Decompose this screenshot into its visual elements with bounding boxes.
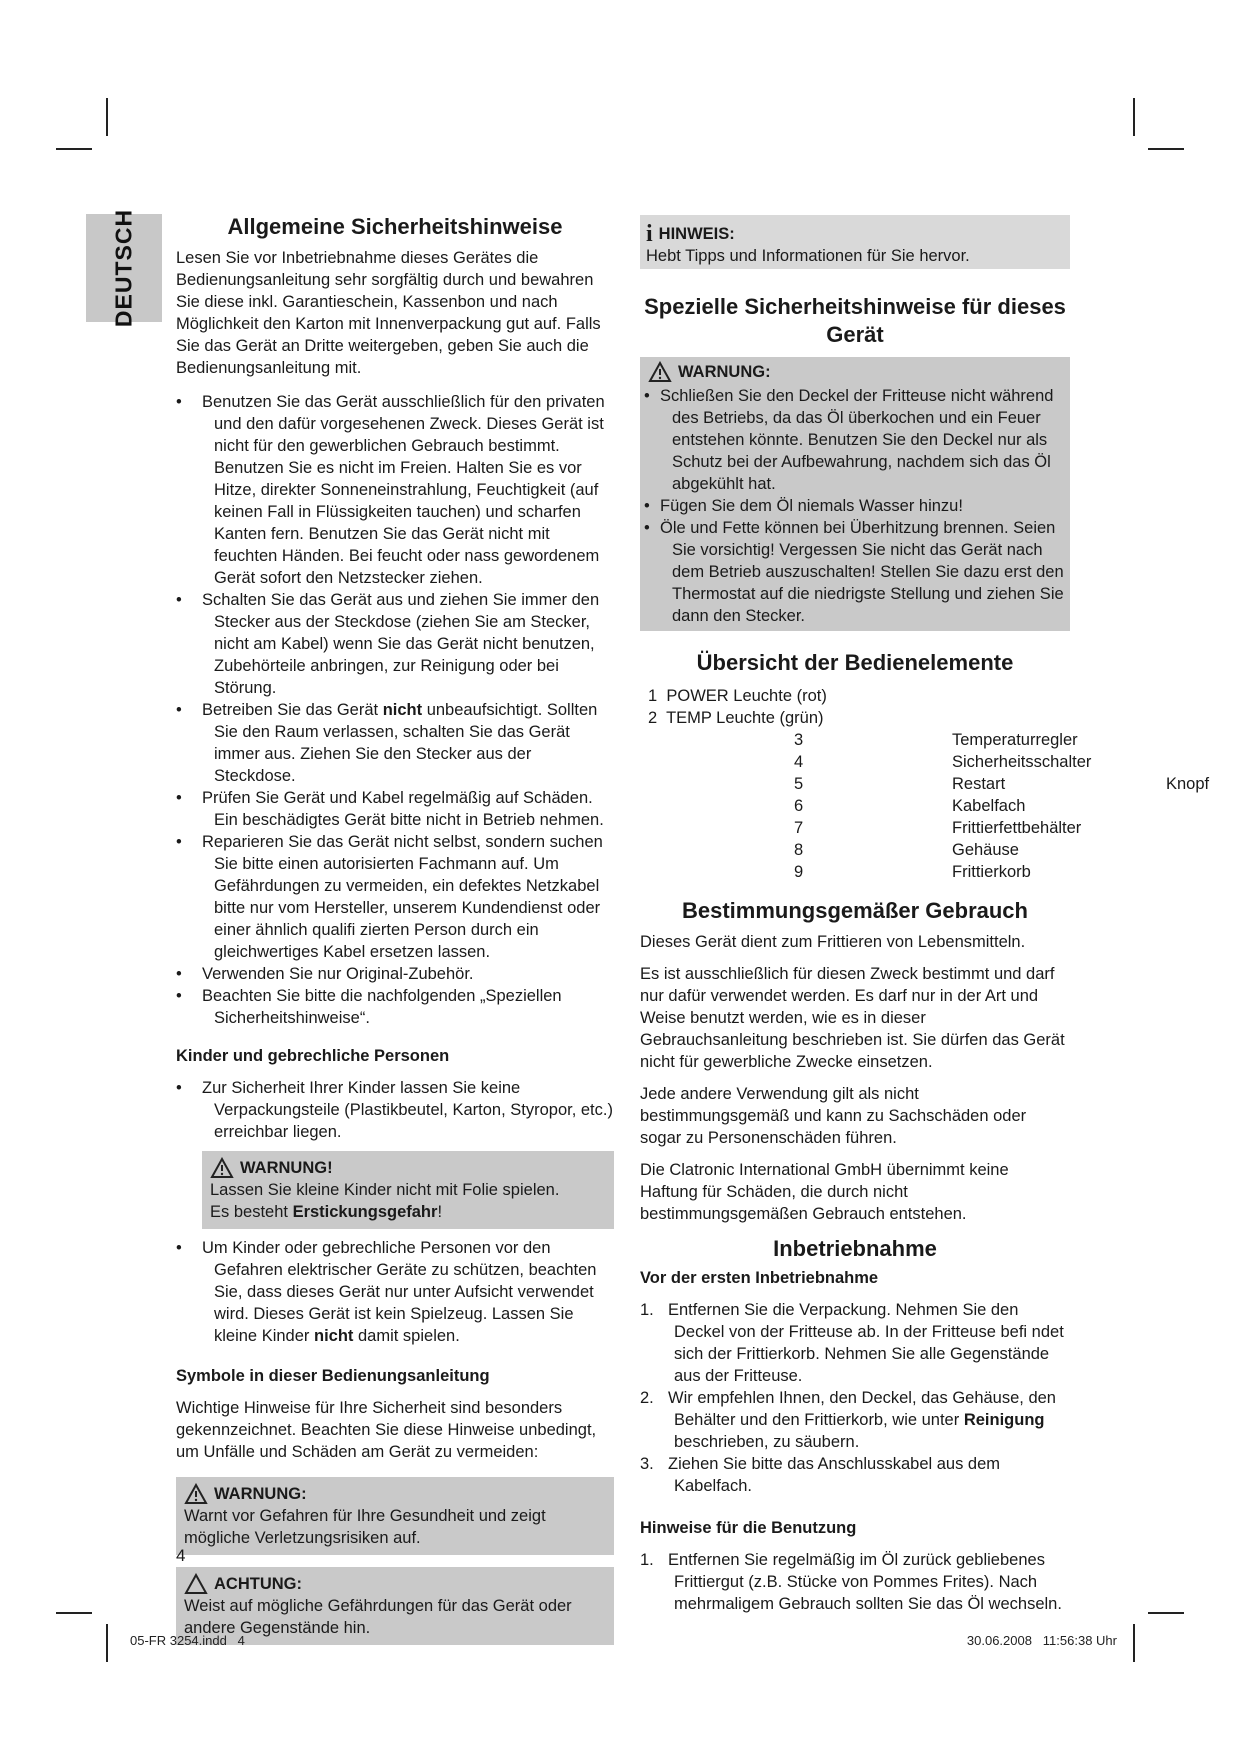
list-item: 1. Entfernen Sie regelmäßig im Öl zurück gebliebenes Frittiergut (z.B. Stücke von Pommes Frites). Nach mehrmaligem Gebrauch sollten Sie das Öl wechseln. [640, 1551, 1062, 1613]
footer-timestamp: 30.06.2008 11:56:38 Uhr [966, 1633, 1117, 1648]
intro-paragraph: Lesen Sie vor Inbetriebnahme dieses Gerätes die Bedienungsanleitung sehr sorgfältig durch und bewahren Sie diese inkl. Garantieschein, Kassenbon und nach Möglichkeit den Karton mit Innenverpackung gut auf. Falls Sie das Gerät an Dritte weitergeben, geben Sie auch die Bedienungsanleitung mit. [176, 249, 601, 377]
crop-mark [56, 148, 92, 150]
crop-mark [1133, 1624, 1135, 1662]
intended-use-paragraph: Jede andere Verwendung gilt als nicht bestimmungsgemäß und kann zu Sachschäden oder sogar zu Personenschäden führen. [640, 1085, 1027, 1147]
language-tab [86, 208, 162, 328]
intended-use-paragraph: Die Clatronic International GmbH übernimmt keine Haftung für Schäden, die durch nicht bestimmungsgemäßen Gebrauch entstehen. [640, 1161, 1009, 1223]
crop-mark [56, 1612, 92, 1614]
list-item: • Schalten Sie das Gerät aus und ziehen Sie immer den Stecker aus der Steckdose (ziehen Sie am Stecker, nicht am Kabel) wenn Sie das Gerät nicht benutzen, Zubehörteile anbringen, zur Reinigung oder bei Störung. [176, 589, 614, 699]
warning-title: WARNUNG: [184, 1483, 606, 1505]
legend-row: 4 Sicherheitsschalter [794, 753, 1092, 771]
list-item: • Öle und Fette können bei Überhitzung brennen. Seien Sie vorsichtig! Vergessen Sie nicht das Gerät nach dem Betrieb auszuschalten! Stellen Sie dazu erst den Thermostat auf die niedrigste Stellung und ziehen Sie dann den Stecker. [644, 517, 1064, 627]
heading-children: Kinder und gebrechliche Personen [176, 1047, 450, 1065]
hint-title: i HINWEIS: [646, 221, 735, 247]
children-warning-box [202, 1151, 614, 1229]
children-bullet-list-2 [176, 1237, 614, 1347]
legend-row: 5 Restart Knopf [794, 775, 1210, 793]
specific-warning-box [640, 357, 1070, 631]
section-title-specific-safety: Spezielle Sicherheitshinweise für dieses Gerät [644, 294, 1066, 347]
legend-row: 1 POWER Leuchte (rot) [648, 687, 827, 705]
first-use-steps [640, 1299, 1070, 1497]
legend-extra-label: Knopf [1166, 775, 1210, 793]
list-item: • Prüfen Sie Gerät und Kabel regelmäßig auf Schäden. Ein beschädigtes Gerät bitte nicht in Betrieb nehmen. [176, 787, 614, 831]
crop-mark [106, 1624, 108, 1662]
section-title-startup: Inbetriebnahme [773, 1236, 937, 1261]
page-number: 4 [176, 1546, 186, 1565]
right-column [640, 215, 1210, 1615]
warning-text: Lassen Sie kleine Kinder nicht mit Folie spielen. [210, 1181, 560, 1199]
crop-mark [1133, 98, 1135, 136]
warning-title: WARNUNG! [210, 1157, 606, 1179]
list-item: • Zur Sicherheit Ihrer Kinder lassen Sie keine Verpackungsteile (Plastikbeutel, Karton, Styropor, etc.) erreichbar liegen. [176, 1077, 614, 1143]
info-icon: i [646, 221, 653, 247]
warning-triangle-icon [184, 1483, 208, 1505]
list-item: • Beachten Sie bitte die nachfolgenden „Speziellen Sicherheitshinweise“. [176, 985, 614, 1029]
caution-triangle-icon [184, 1573, 208, 1595]
crop-mark [1148, 1612, 1184, 1614]
warning-text-2: Es besteht Erstickungsgefahr! [210, 1203, 443, 1221]
heading-usage-notes: Hinweise für die Benutzung [640, 1519, 857, 1537]
legend-row: 6 Kabelfach [794, 797, 1026, 815]
section-title-controls-overview: Übersicht der Bedienelemente [696, 650, 1014, 675]
crop-mark [1148, 148, 1184, 150]
warning-triangle-icon [648, 361, 672, 383]
safety-bullet-list [176, 391, 614, 1029]
warning-text: Warnt vor Gefahren für Ihre Gesundheit und zeigt mögliche Verletzungsrisiken auf. [184, 1507, 546, 1547]
warning-symbol-box [176, 1477, 614, 1555]
caution-text: Weist auf mögliche Gefährdungen für das Gerät oder andere Gegenstände hin. [184, 1597, 572, 1637]
usage-steps [640, 1549, 1070, 1615]
list-item: • Reparieren Sie das Gerät nicht selbst, sondern suchen Sie bitte einen autorisierten Fachmann auf. Um Gefährdungen zu vermeiden, ein defektes Netzkabel bitte nur vom Hersteller, unserem Kundendienst oder einer ähnlich qualifi zierten Person durch ein gleichwertiges Kabel ersetzen lassen. [176, 831, 614, 963]
list-item: • Benutzen Sie das Gerät ausschließlich für den privaten und den dafür vorgesehenen Zweck. Dieses Gerät ist nicht für den gewerblichen Gebrauch bestimmt. Benutzen Sie es nicht im Freien. Halten Sie es vor Hitze, direkter Sonneneinstrahlung, Feuchtigkeit (auf keinen Fall in Flüssigkeiten tauchen) und scharfen Kanten fern. Benutzen Sie das Gerät nicht mit feuchten Händen. Bei feucht oder nass gewordenem Gerät sofort den Netzstecker ziehen. [176, 391, 614, 589]
list-item: • Betreiben Sie das Gerät nicht unbeaufsichtigt. Sollten Sie den Raum verlassen, schalten Sie das Gerät immer aus. Ziehen Sie den Stecker aus der Steckdose. [176, 699, 614, 787]
list-item: • Verwenden Sie nur Original-Zubehör. [176, 963, 614, 985]
legend-row: 3 Temperaturregler [794, 731, 1078, 749]
heading-symbols: Symbole in dieser Bedienungsanleitung [176, 1367, 490, 1385]
list-item: 3. Ziehen Sie bitte das Anschlusskabel aus dem Kabelfach. [640, 1455, 1001, 1495]
intended-use-paragraph: Es ist ausschließlich für diesen Zweck bestimmt und darf nur dafür verwendet werden. Es darf nur in der Art und Weise benutzt werden, wie es in dieser Gebrauchsanleitung beschrieben ist. Sie dürfen das Gerät nicht für gewerbliche Zwecke einsetzen. [640, 965, 1065, 1071]
legend-row: 9 Frittierkorb [794, 863, 1031, 881]
caution-title: ACHTUNG: [184, 1573, 606, 1595]
legend-row: 8 Gehäuse [794, 841, 1019, 859]
language-tab-label: DEUTSCH [110, 208, 137, 328]
heading-before-first-use: Vor der ersten Inbetriebnahme [640, 1269, 879, 1287]
list-item: • Schließen Sie den Deckel der Fritteuse nicht während des Betriebs, da das Öl überkochen und ein Feuer entstehen könnte. Benutzen Sie den Deckel nur als Schutz bei der Aufbewahrung, nachdem sich das Öl abgekühlt hat. [644, 385, 1064, 495]
intended-use-paragraph: Dieses Gerät dient zum Frittieren von Lebensmitteln. [640, 933, 1026, 951]
legend-row: 7 Frittierfettbehälter [794, 819, 1082, 837]
list-item: • Um Kinder oder gebrechliche Personen vor den Gefahren elektrischer Geräte zu schützen, beachten Sie, dass dieses Gerät nur unter Aufsicht verwendet wird. Dieses Gerät ist kein Spielzeug. Lassen Sie kleine Kinder nicht damit spielen. [176, 1237, 614, 1347]
footer-file-label: 05-FR 3254.indd 4 [130, 1633, 245, 1648]
list-item: • Fügen Sie dem Öl niemals Wasser hinzu! [644, 495, 1064, 517]
section-title-intended-use: Bestimmungsgemäßer Gebrauch [682, 898, 1028, 923]
symbols-paragraph: Wichtige Hinweise für Ihre Sicherheit sind besonders gekennzeichnet. Beachten Sie diese Hinweise unbedingt, um Unfälle und Schäden am Gerät zu vermeiden: [176, 1399, 597, 1461]
hint-box [640, 215, 1070, 269]
section-title-general-safety: Allgemeine Sicherheitshinweise [227, 214, 563, 239]
crop-mark [106, 98, 108, 136]
legend-row: 2 TEMP Leuchte (grün) [648, 709, 824, 727]
hint-text: Hebt Tipps und Informationen für Sie hervor. [646, 247, 970, 265]
controls-legend [640, 685, 1210, 883]
list-item: 1. Entfernen Sie die Verpackung. Nehmen Sie den Deckel von der Fritteuse ab. In der Fritteuse befi ndet sich der Frittierkorb. Nehmen Sie alle Gegenstände aus der Fritteuse. [640, 1301, 1064, 1385]
warning-triangle-icon [210, 1157, 234, 1179]
warning-title: WARNUNG: [644, 361, 1064, 383]
specific-warning-list [644, 385, 1064, 627]
left-column [176, 213, 614, 1645]
children-bullet-list [176, 1077, 614, 1143]
list-item: 2. Wir empfehlen Ihnen, den Deckel, das Gehäuse, den Behälter und den Frittierkorb, wie unter Reinigung beschrieben, zu säubern. [640, 1389, 1056, 1451]
